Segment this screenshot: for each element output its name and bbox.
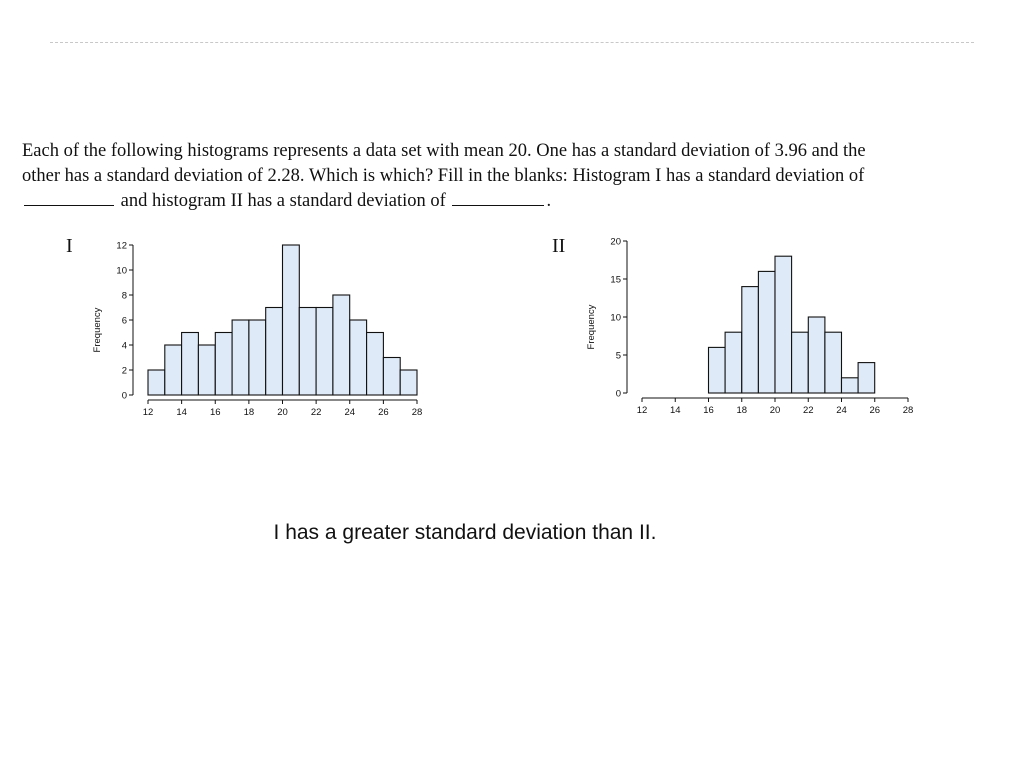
blank-1[interactable] [24, 205, 114, 206]
histogram-2-x-tick-label: 14 [669, 405, 681, 416]
histogram-1-y-tick-label: 0 [121, 390, 127, 402]
histogram-2-y-tick-label: 5 [615, 350, 621, 362]
histogram-2-bar [725, 332, 742, 393]
histogram-1-x-tick-label: 14 [176, 407, 187, 418]
histogram-1-y-tick-label: 8 [121, 290, 127, 302]
histogram-2-label: II [552, 235, 566, 257]
top-divider [50, 42, 974, 43]
histogram-2-bar [775, 256, 792, 393]
histogram-1-bar [232, 320, 249, 395]
histogram-2-y-tick-label: 0 [615, 388, 621, 400]
problem-line-1: Each of the following histograms represents a data set with mean 20. One has a standard deviation of 3.96 and the [22, 141, 866, 161]
histogram-1-bar [148, 370, 165, 395]
histogram-2-y-tick-label: 15 [610, 274, 621, 286]
histogram-1-x-tick-label: 16 [209, 407, 221, 418]
histogram-1-y-tick-label: 10 [116, 265, 127, 277]
histogram-2-x-tick-label: 20 [769, 405, 781, 416]
problem-line-3-end: . [546, 191, 552, 211]
histogram-2-bar [709, 347, 726, 393]
histogram-1-y-tick-label: 4 [121, 340, 127, 352]
histogram-2-bar [742, 287, 759, 393]
histogram-2-y-label: Frequency [586, 304, 597, 350]
histogram-2-x-tick-label: 26 [869, 405, 881, 416]
histogram-2-y-tick-label: 20 [610, 236, 621, 248]
histogram-1-bar [299, 308, 316, 396]
histogram-1-bar [283, 245, 300, 395]
histogram-2-bar [825, 332, 842, 393]
problem-line-2: other has a standard deviation of 2.28. Which is which? Fill in the blanks: Histogram I has a standard deviation of [22, 166, 865, 186]
histogram-1-plot [60, 228, 440, 428]
histogram-1-bar [333, 295, 350, 395]
histogram-1-bar [316, 308, 333, 396]
histogram-1-x-tick-label: 26 [378, 407, 389, 418]
histogram-2-x-tick-label: 22 [802, 405, 814, 416]
histogram-2-y-tick-label: 10 [610, 312, 621, 324]
histogram-2-x-tick-label: 24 [836, 405, 847, 416]
histogram-2 [548, 228, 938, 433]
histogram-2-bar [758, 271, 775, 393]
histogram-1-bar [266, 308, 283, 396]
blank-2[interactable] [452, 205, 544, 206]
histogram-1-x-tick-label: 28 [411, 407, 423, 418]
histogram-1-y-tick-label: 12 [116, 240, 127, 252]
histogram-2-x-tick-label: 28 [902, 405, 914, 416]
histogram-1-bar [198, 345, 215, 395]
histogram-1-bar [350, 320, 367, 395]
histogram-1-y-tick-label: 6 [121, 315, 127, 327]
histogram-1-x-tick-label: 20 [277, 407, 288, 418]
histogram-1-label: I [66, 235, 73, 257]
histogram-1-bar [383, 358, 400, 396]
histogram-1-bar [165, 345, 182, 395]
histogram-2-x-tick-label: 18 [736, 405, 748, 416]
histogram-2-x-tick-label: 12 [636, 405, 648, 416]
problem-line-3 [22, 189, 1007, 214]
histogram-2-bar [858, 363, 875, 393]
histogram-2-bar [808, 317, 825, 393]
problem-statement [22, 139, 1007, 214]
histogram-1-x-tick-label: 24 [344, 407, 356, 418]
histogram-1-y-label: Frequency [92, 307, 103, 353]
histogram-1-bar [400, 370, 417, 395]
histogram-2-bar [792, 332, 809, 393]
histogram-1-x-tick-label: 12 [142, 407, 154, 418]
histogram-2-x-tick-label: 16 [703, 405, 714, 416]
histogram-1-x-tick-label: 18 [243, 407, 255, 418]
histogram-2-bar [842, 378, 859, 393]
histogram-1 [60, 228, 440, 433]
histogram-1-bar [182, 333, 199, 396]
answer-text: I has a greater standard deviation than II. [273, 521, 657, 544]
histogram-1-bar [215, 333, 232, 396]
histogram-2-plot [548, 228, 938, 428]
histogram-1-x-tick-label: 22 [310, 407, 322, 418]
histogram-1-bar [249, 320, 266, 395]
histogram-1-y-tick-label: 2 [121, 365, 127, 377]
problem-line-3-text: and histogram II has a standard deviation of [120, 191, 446, 211]
histogram-1-bar [367, 333, 384, 396]
